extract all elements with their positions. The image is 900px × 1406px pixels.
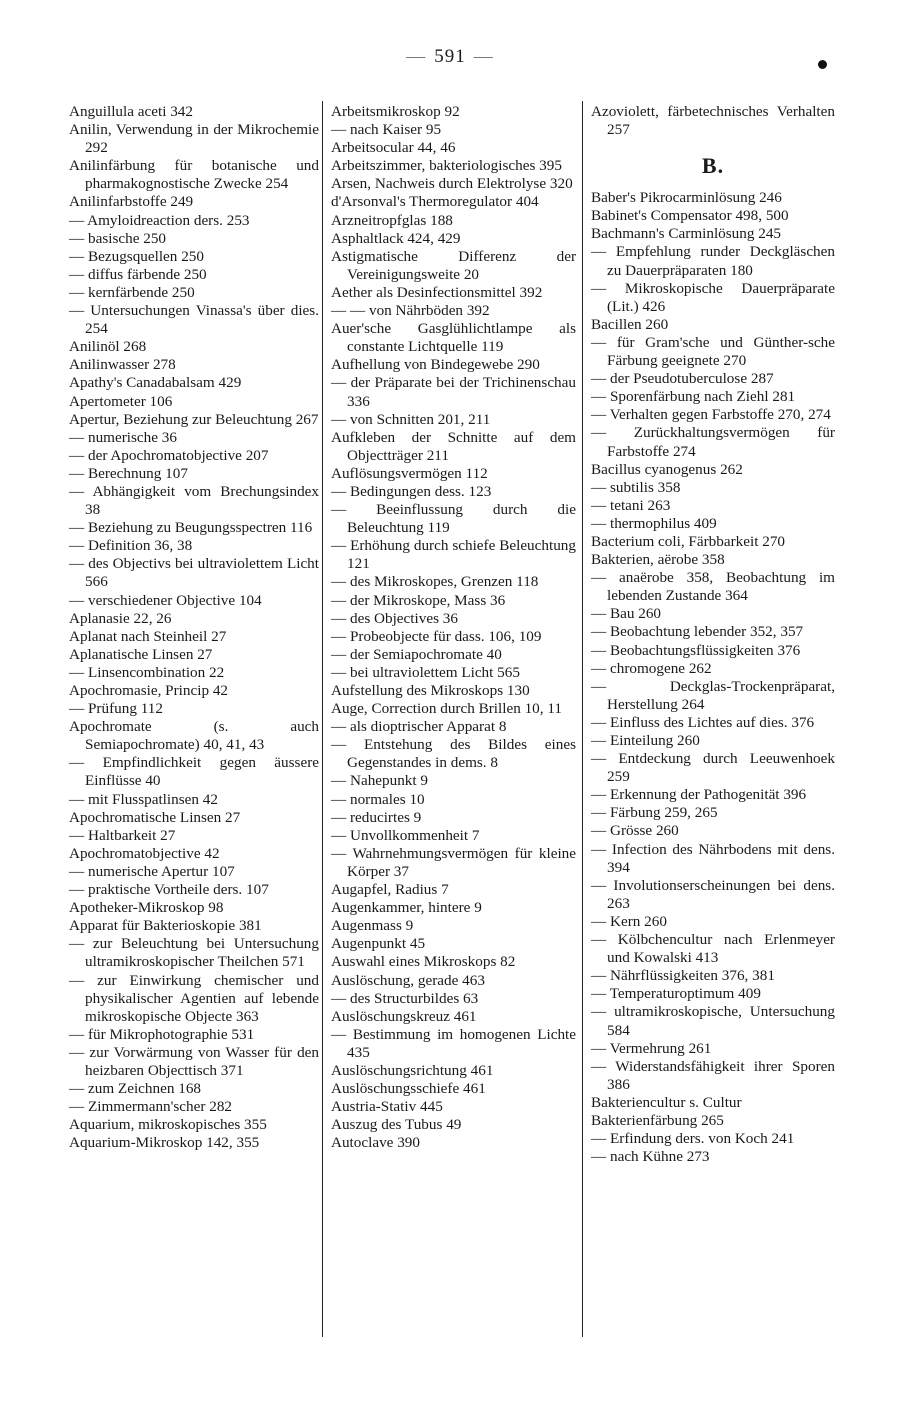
index-entry: — Entdeckung durch Leeuwenhoek 259	[591, 750, 835, 786]
index-entry: Anilin, Verwendung in der Mikrochemie 292	[69, 121, 319, 157]
index-entry: — numerische 36	[69, 428, 177, 446]
index-entry: — Bestimmung im homogenen Lichte 435	[331, 1025, 576, 1061]
index-entry: Autoclave 390	[331, 1134, 420, 1152]
index-entry: — Kölbchencultur nach Erlenmeyer und Kowalski 413	[591, 931, 835, 967]
index-entry: — Widerstandsfähigkeit ihrer Sporen 386	[591, 1057, 835, 1093]
index-entry: — reducirtes 9	[331, 808, 422, 826]
index-entry: — Entstehung des Bildes eines Gegenstandes in dems. 8	[331, 736, 576, 772]
index-entry: Auslöschungsrichtung 461	[331, 1061, 494, 1079]
index-entry: Aquarium-Mikroskop 142, 355	[69, 1134, 260, 1152]
index-entry: — Erkennung der Pathogenität 396	[591, 786, 807, 804]
index-entry: — — von Nährböden 392	[331, 302, 490, 320]
index-entry: Apochromate (s. auch Semiapochromate) 40, 41, 43	[69, 718, 319, 754]
index-entry: — Definition 36, 38	[69, 537, 193, 555]
index-entry: Auslöschung, gerade 463	[331, 971, 485, 989]
index-entry: — Sporenfärbung nach Ziehl 281	[591, 388, 796, 406]
index-entry: Anilinöl 268	[69, 338, 147, 356]
index-entry: — Linsencombination 22	[69, 663, 225, 681]
index-entry: — Involutionserscheinungen bei dens. 263	[591, 876, 835, 912]
index-entry: Bacterium coli, Färbbarkeit 270	[591, 532, 786, 550]
index-entry: — der Pseudotuberculose 287	[591, 370, 774, 388]
index-entry: Arbeitsocular 44, 46	[331, 139, 456, 157]
index-entry: Auer'sche Gasglühlichtlampe als constante Lichtquelle 119	[331, 320, 576, 356]
index-entry: — Grösse 260	[591, 822, 679, 840]
index-entry: — Untersuchungen Vinassa's über dies. 254	[69, 302, 319, 338]
index-entry: Aufkleben der Schnitte auf dem Objectträger 211	[331, 428, 576, 464]
index-entry: — zur Vorwärmung von Wasser für den heizbaren Objecttisch 371	[69, 1043, 319, 1079]
index-entry: Aufstellung des Mikroskops 130	[331, 682, 530, 699]
index-entry: Auswahl eines Mikroskops 82	[331, 953, 516, 971]
index-entry: — diffus färbende 250	[69, 265, 207, 283]
index-entry: Apathy's Canadabalsam 429	[69, 374, 242, 392]
index-entry: — Zurückhaltungsvermögen für Farbstoffe 274	[591, 424, 835, 460]
index-column-3	[591, 103, 835, 1166]
index-entry: Bakteriencultur s. Cultur	[591, 1093, 742, 1111]
index-entry: — tetani 263	[591, 496, 671, 514]
index-entry: — des Structurbildes 63	[331, 989, 479, 1007]
index-entry: — Färbung 259, 265	[591, 804, 718, 822]
index-entry: Aquarium, mikroskopisches 355	[69, 1116, 267, 1134]
index-entry: — für Mikrophotographie 531	[69, 1025, 255, 1043]
index-entry: — anaërobe 358, Beobachtung im lebenden Zustande 364	[591, 569, 835, 605]
index-entry: — der Präparate bei der Trichinenschau 336	[331, 374, 576, 410]
column-divider-1	[322, 101, 323, 1337]
index-entry: Apotheker-Mikroskop 98	[69, 899, 224, 917]
index-entry: — numerische Apertur 107	[69, 862, 235, 880]
index-entry: Asphaltlack 424, 429	[331, 229, 461, 247]
index-entry: — subtilis 358	[591, 478, 681, 496]
index-column-2	[331, 103, 576, 1152]
index-entry: — zur Beleuchtung bei Untersuchung ultramikroskopischer Theilchen 571	[69, 935, 319, 971]
index-entry: Anilinfarbstoffe 249	[69, 193, 194, 211]
index-entry: — praktische Vortheile ders. 107	[69, 881, 269, 899]
index-entry: — Empfindlichkeit gegen äussere Einflüsse 40	[69, 754, 319, 790]
index-entry: — zur Einwirkung chemischer und physikalischer Agentien auf lebende mikroskopische Objecte 363	[69, 971, 319, 1025]
index-entry: Astigmatische Differenz der Vereinigungsweite 20	[331, 247, 576, 283]
index-entry: — Prüfung 112	[69, 700, 163, 718]
index-entry: — Zimmermann'scher 282	[69, 1098, 233, 1116]
index-entry: Bacillus cyanogenus 262	[591, 460, 743, 478]
index-entry: Augenkammer, hintere 9	[331, 899, 482, 917]
index-entry: — des Objectivs bei ultraviolettem Licht 566	[69, 555, 319, 591]
index-entry: — Nahepunkt 9	[331, 772, 429, 790]
page-number	[0, 46, 900, 68]
index-entry: Aplanatische Linsen 27	[69, 645, 213, 663]
index-entry: — Wahrnehmungsvermögen für kleine Körper 37	[331, 844, 576, 880]
index-entry: — nach Kühne 273	[591, 1148, 710, 1166]
ink-dot-mark	[818, 60, 827, 69]
index-entry: — Bau 260	[591, 605, 662, 623]
index-entry: Apochromatische Linsen 27	[69, 808, 241, 826]
index-entry: Bakterien, aërobe 358	[591, 551, 725, 569]
index-entry: Aether als Desinfectionsmittel 392	[331, 283, 543, 301]
index-entry: — Kern 260	[591, 912, 667, 930]
index-entry: — der Semiapochromate 40	[331, 645, 502, 663]
index-entry: — Mikroskopische Dauerpräparate (Lit.) 426	[591, 279, 835, 315]
index-entry: — normales 10	[331, 790, 425, 808]
index-entry: Apparat für Bakterioskopie 381	[69, 917, 262, 935]
index-entry: Augenmass 9	[331, 917, 414, 935]
index-entry: Apertur, Beziehung zur Beleuchtung 267	[69, 410, 319, 428]
index-entry: Auszug des Tubus 49	[331, 1116, 462, 1134]
index-entry: — chromogene 262	[591, 659, 712, 677]
index-entry: — für Gram'sche und Günther-sche Färbung geeignete 270	[591, 333, 835, 370]
index-entry: Augapfel, Radius 7	[331, 881, 449, 899]
index-entry: Aplanat nach Steinheil 27	[69, 627, 227, 645]
index-entry: — Deckglas-Trockenpräparat, Herstellung 264	[591, 677, 835, 713]
index-entry: — Einteilung 260	[591, 732, 700, 749]
index-entry: — mit Flusspatlinsen 42	[69, 790, 218, 808]
index-entry: — der Apochromatobjective 207	[69, 446, 269, 464]
index-entry: — Empfehlung runder Deckgläschen zu Dauerpräparaten 180	[591, 243, 835, 279]
index-entry: — Erhöhung durch schiefe Beleuchtung 121	[331, 537, 576, 573]
page-number-dash-left: —	[406, 46, 427, 67]
index-entry: — Bezugsquellen 250	[69, 247, 204, 265]
index-entry: — verschiedener Objective 104	[69, 591, 262, 609]
index-entry: — Infection des Nährbodens mit dens. 394	[591, 840, 835, 876]
index-entry: — des Objectives 36	[331, 609, 458, 627]
index-entry: Apochromasie, Princip 42	[69, 682, 229, 699]
index-entry: Bacillen 260	[591, 315, 669, 333]
section-letter-heading: B.	[701, 153, 725, 179]
index-entry: — Beobachtungsflüssigkeiten 376	[591, 641, 801, 659]
index-entry: Austria-Stativ 445	[331, 1098, 443, 1116]
index-entry: — Abhängigkeit vom Brechungsindex 38	[69, 482, 319, 519]
index-entry: — Amyloidreaction ders. 253	[69, 211, 250, 229]
index-entry: — bei ultraviolettem Licht 565	[331, 663, 520, 681]
index-entry: Arsen, Nachweis durch Elektrolyse 320	[331, 175, 573, 193]
page-number-dash-right: —	[473, 46, 494, 67]
index-entry: — Beziehung zu Beugungsspectren 116	[69, 519, 313, 537]
index-entry: Babinet's Compensator 498, 500	[591, 207, 789, 225]
index-entry: Augenpunkt 45	[331, 935, 426, 953]
index-entry: Auge, Correction durch Brillen 10, 11	[331, 700, 562, 718]
index-entry: Arbeitsmikroskop 92	[331, 103, 460, 120]
index-entry: Bakterienfärbung 265	[591, 1111, 724, 1129]
index-entry: Bachmann's Carminlösung 245	[591, 225, 782, 243]
index-entry: Auflösungsvermögen 112	[331, 464, 488, 482]
index-entry: — Erfindung ders. von Koch 241	[591, 1130, 795, 1148]
index-entry: d'Arsonval's Thermoregulator 404	[331, 193, 539, 211]
index-entry: — Probeobjecte für dass. 106, 109	[331, 627, 542, 645]
index-entry: Aplanasie 22, 26	[69, 609, 172, 627]
index-entry: Apochromatobjective 42	[69, 844, 220, 862]
index-entry: Arzneitropfglas 188	[331, 211, 453, 229]
index-entry: Apertometer 106	[69, 392, 173, 410]
index-entry: — nach Kaiser 95	[331, 121, 442, 139]
index-entry: Auslöschungsschiefe 461	[331, 1080, 486, 1098]
index-entry: — Beobachtung lebender 352, 357	[591, 623, 804, 641]
index-entry: Azoviolett, färbetechnisches Verhalten 257	[591, 103, 835, 139]
index-entry: — des Mikroskopes, Grenzen 118	[331, 573, 539, 591]
index-entry: — Beeinflussung durch die Beleuchtung 119	[331, 501, 576, 537]
index-column-1	[69, 103, 319, 1152]
index-entry: — basische 250	[69, 229, 167, 247]
index-entry: — thermophilus 409	[591, 514, 717, 532]
column-divider-2	[582, 101, 583, 1337]
index-entry: Anilinwasser 278	[69, 356, 176, 374]
index-entry: — Verhalten gegen Farbstoffe 270, 274	[591, 406, 831, 424]
index-entry: — ultramikroskopische, Untersuchung 584	[591, 1003, 835, 1039]
index-entry: — Haltbarkeit 27	[69, 826, 176, 844]
index-entry: — Nährflüssigkeiten 376, 381	[591, 967, 775, 985]
index-entry: Auslöschungskreuz 461	[331, 1007, 477, 1025]
index-entry: Arbeitszimmer, bakteriologisches 395	[331, 157, 562, 175]
index-entry: — der Mikroskope, Mass 36	[331, 591, 506, 609]
index-entry: Aufhellung von Bindegewebe 290	[331, 356, 540, 374]
index-entry: Anilinfärbung für botanische und pharmakognostische Zwecke 254	[69, 157, 319, 193]
index-entry: — Vermehrung 261	[591, 1039, 712, 1057]
index-entry: Baber's Pikrocarminlösung 246	[591, 189, 782, 207]
page-number-value: 591	[434, 46, 466, 67]
index-entry: Anguillula aceti 342	[69, 103, 193, 120]
index-entry: — Einfluss des Lichtes auf dies. 376	[591, 713, 815, 731]
index-entry: — Berechnung 107	[69, 464, 188, 482]
index-entry: — als dioptrischer Apparat 8	[331, 718, 507, 736]
index-entry: — zum Zeichnen 168	[69, 1080, 202, 1098]
index-entry: — Unvollkommenheit 7	[331, 826, 480, 844]
index-entry: — Temperaturoptimum 409	[591, 985, 761, 1003]
index-entry: — kernfärbende 250	[69, 283, 195, 301]
index-entry: — Bedingungen dess. 123	[331, 482, 492, 500]
index-entry: — von Schnitten 201, 211	[331, 410, 491, 428]
